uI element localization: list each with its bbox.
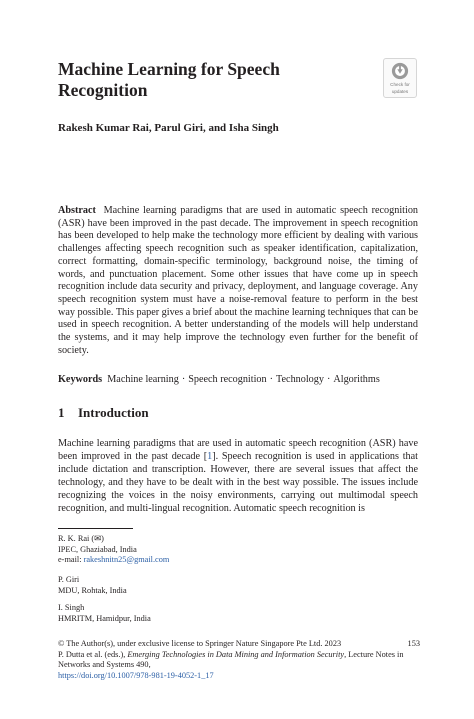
section-title: Introduction: [78, 405, 149, 420]
section-heading: [58, 405, 149, 421]
editors: P. Dutta et al. (eds.),: [58, 649, 128, 659]
email-label: e-mail:: [58, 555, 84, 565]
copyright-notice: © The Author(s), under exclusive license to Springer Nature Singapore Pte Ltd. 2023: [58, 639, 342, 648]
abstract: [58, 205, 418, 357]
series-info: , Lecture Notes in Networks and Systems 490,: [58, 649, 404, 670]
abstract-text: Machine learning paradigms that are used in automatic speech recognition (ASR) have been improved in the past decade. The improvement in speech recognition has been developed to help make the technology more efficient by dealing with various challenges affecting speech recognition such as speaker identification, capitalization, correct formatting, domain-specific terminology, background noise, the timing of words, and punctuation placement. Some other issues that have come up in speech recognition include data security and privacy, deployment, and language coverage. Any speech recognition system must have a noise-removal feature to perform in the best way possible. This paper gives a brief about the machine learning techniques that can be used in speech recognition. A better understanding of the models will help understand the systems, and it may help improve the technology even further for the benefit of society.: [58, 205, 419, 356]
keywords: [58, 373, 418, 386]
author-list: Rakesh Kumar Rai, Parul Giri, and Isha Singh: [58, 122, 279, 134]
affiliation-giri: [58, 575, 127, 596]
author-institution: IPEC, Ghaziabad, India: [58, 544, 137, 554]
section-number: 1: [58, 405, 65, 420]
keyword-item: Speech recognition: [188, 374, 267, 385]
author-name: P. Giri: [58, 575, 80, 584]
author-institution: MDU, Rohtak, India: [58, 585, 127, 595]
intro-text-cont: ]. Speech recognition is used in applications that include dictation and transcription. However, there are several issues that affect the technology, and they have to be dealt with in the best way possible. The issues include recognizing the voices in the noisy environments, carrying out multimodal speech recognition, and multi-lingual recognition. Automatic speech recognition is: [58, 451, 418, 514]
author-name: R. K. Rai (✉): [58, 534, 104, 543]
paper-title: [58, 59, 358, 101]
intro-paragraph: [58, 437, 418, 515]
page-footer: [58, 639, 420, 681]
check-for-updates-button[interactable]: [383, 58, 417, 98]
author-institution: HMRITM, Hamidpur, India: [58, 613, 151, 623]
footnote-divider: [58, 528, 133, 529]
email-link[interactable]: rakeshnitn25@gmail.com: [83, 555, 170, 565]
intro-text: Machine learning paradigms that are used in automatic speech recognition (ASR) have been improved in the past decade [: [58, 438, 418, 462]
affiliation-singh: [58, 603, 151, 624]
affiliation-rai: [58, 534, 169, 566]
badge-label-1: Check for: [390, 82, 410, 87]
doi-link[interactable]: https://doi.org/10.1007/978-981-19-4052-1_17: [58, 670, 214, 680]
keyword-item: Algorithms: [333, 374, 380, 385]
citation-line: [58, 650, 420, 671]
keywords-label: Keywords: [58, 374, 103, 385]
title-line-1: Machine Learning for Speech: [58, 59, 280, 79]
keyword-item: Machine learning: [107, 374, 179, 385]
keyword-separator: ·: [269, 374, 274, 385]
abstract-label: Abstract: [58, 205, 96, 216]
author-name: I. Singh: [58, 603, 85, 612]
check-for-updates-icon: [391, 62, 409, 80]
keyword-separator: ·: [181, 374, 186, 385]
keyword-separator: ·: [326, 374, 331, 385]
book-title: Emerging Technologies in Data Mining and Information Security: [127, 649, 345, 659]
badge-label-2: updates: [391, 89, 409, 94]
title-line-2: Recognition: [58, 80, 148, 100]
citation-link[interactable]: 1: [207, 451, 213, 462]
keyword-item: Technology: [276, 374, 324, 385]
page-number: 153: [407, 639, 420, 648]
author-email-row: [58, 555, 169, 566]
